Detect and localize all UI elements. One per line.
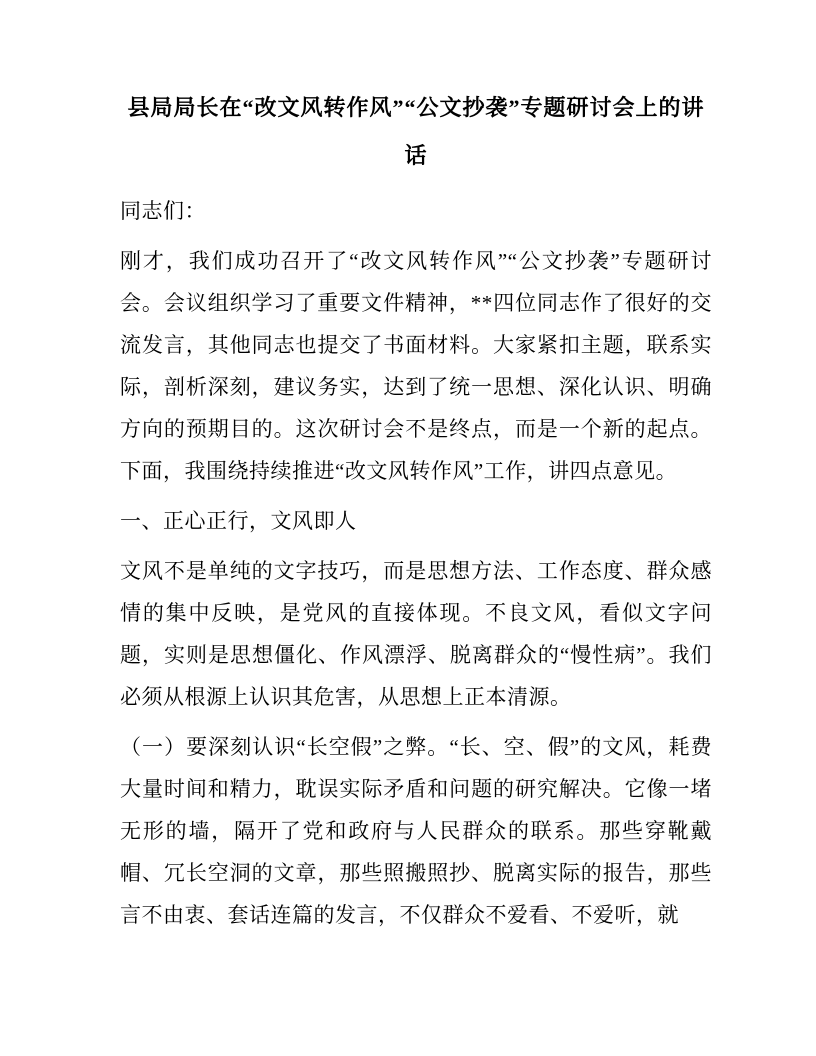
section-heading-1: 一、正心正行，文风即人	[120, 509, 357, 533]
paragraph-intro: 刚才，我们成功召开了“改文风转作风”“公文抄袭”专题研讨会。会议组织学习了重要文件精神，**四位同志作了很好的交流发言，其他同志也提交了书面材料。大家紧扣主题，联系实际，剖析深刻，建议务实，达到了统一思想、深化认识、明确方向的预期目的。这次研讨会不是终点，而是一个新的起点。下面，我围绕持续推进“改文风转作风”工作，讲四点意见。	[120, 249, 712, 483]
paragraph-greeting: 同志们：	[120, 199, 206, 223]
paragraph-subsection1-body: （一）要深刻认识“长空假”之弊。“长、空、假”的文风，耗费大量时间和精力，耽误实际矛盾和问题的研究解决。它像一堵无形的墙，隔开了党和政府与人民群众的联系。那些穿靴戴帽、冗长空洞的文章，那些照搬照抄、脱离实际的报告，那些言不由衷、套话连篇的发言，不仅群众不爱看、不爱听，就	[120, 735, 712, 927]
document-title: 县局局长在“改文风转作风”“公文抄袭”专题研讨会上的讲话	[127, 95, 705, 168]
paragraph-section1-body: 文风不是单纯的文字技巧，而是思想方法、工作态度、群众感情的集中反映，是党风的直接体现。不良文风，看似文字问题，实则是思想僵化、作风漂浮、脱离群众的“慢性病”。我们必须从根源上认识其危害，从思想上正本清源。	[120, 559, 712, 709]
